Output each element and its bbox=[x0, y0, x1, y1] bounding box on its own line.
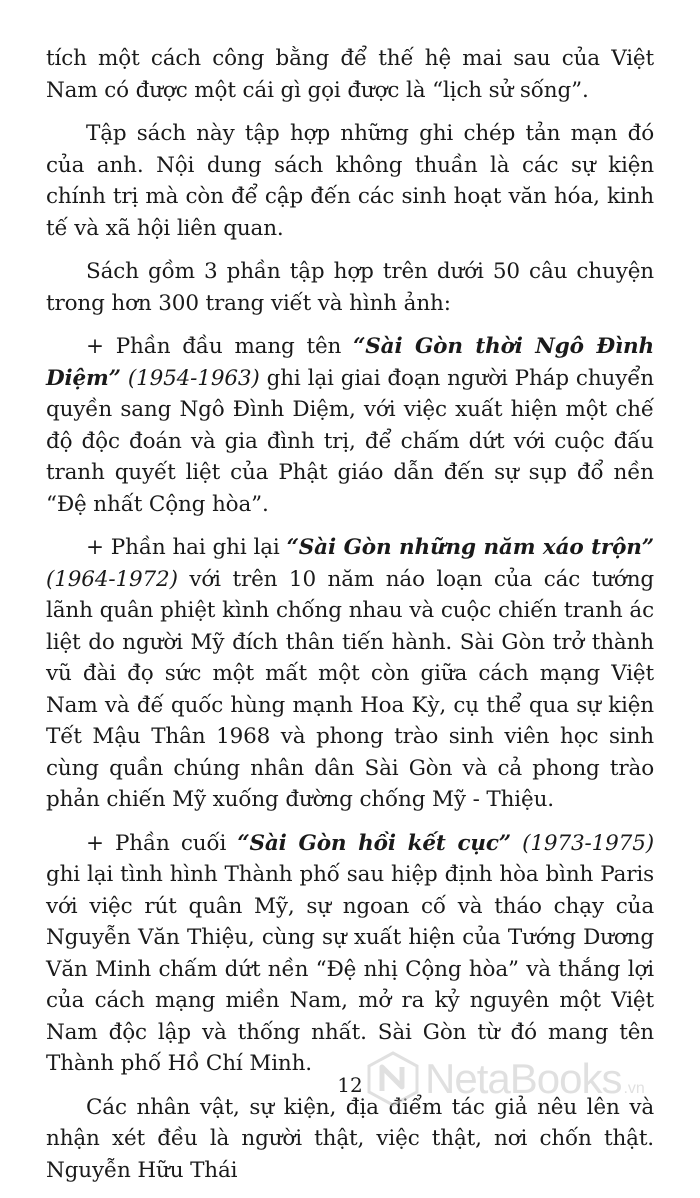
part-two-years: (1964-1972) bbox=[46, 566, 178, 592]
watermark bbox=[365, 1050, 645, 1108]
part-three-prefix: + Phần cuối bbox=[86, 830, 238, 856]
body-text bbox=[46, 43, 654, 1198]
paragraph-continuation: tích một cách công bằng để thế hệ mai sau của Việt Nam có được một cái gì gọi được là “lịch sử sống”. bbox=[46, 46, 654, 103]
paragraph-part-three bbox=[46, 828, 654, 1080]
part-one-prefix: + Phần đầu mang tên bbox=[86, 334, 354, 359]
paragraph-structure: Sách gồm 3 phần tập hợp trên dưới 50 câu chuyện trong hơn 300 trang viết và hình ảnh: bbox=[46, 259, 654, 316]
watermark-suffix: .vn bbox=[623, 1080, 645, 1097]
part-three-title: “Sài Gòn hồi kết cục” bbox=[237, 830, 512, 856]
paragraph-part-two bbox=[46, 532, 654, 816]
part-two-text: với trên 10 năm náo loạn của các tướng lãnh quân phiệt kình chống nhau và cuộc chiến tranh ác liệt do người Mỹ đích thân tiến hành. Sài Gòn trở thành vũ đài đọ sức một mất một còn giữa cách mạng Việt Nam và đế quốc hùng mạnh Hoa Kỳ, cụ thể qua sự kiện Tết Mậu Thân 1968 và phong trào sinh viên học sinh cùng quần chúng nhân dân Sài Gòn và cả phong trào phản chiến Mỹ xuống đường chống Mỹ - Thiệu. bbox=[46, 566, 654, 812]
part-one-years: (1954-1963) bbox=[120, 365, 260, 391]
part-one-title: “Sài Gòn thời Ngô Đình Diệm” bbox=[46, 334, 654, 391]
paragraph-closing: Các nhân vật, sự kiện, địa điểm tác giả nêu lên và nhận xét đều là người thật, việc thật, nơi chốn thật. Nguyễn Hữu Thái bbox=[46, 1094, 654, 1183]
page-number: 12 bbox=[337, 1073, 363, 1097]
paragraph-part-one bbox=[46, 331, 654, 520]
part-one-text: ghi lại giai đoạn người Pháp chuyển quyền sang Ngô Đình Diệm, với việc xuất hiện một chế độ độc đoán và gia đình trị, để chấm dứt với cuộc đấu tranh quyết liệt của Phật giáo dẫn đến sự sụp đổ nền “Đệ nhất Cộng hòa”. bbox=[46, 365, 654, 517]
paragraph-intro: Tập sách này tập hợp những ghi chép tản mạn đó của anh. Nội dung sách không thuần là các sự kiện chính trị mà còn để cập đến các sinh hoạt văn hóa, kinh tế và xã hội liên quan. bbox=[46, 121, 654, 241]
watermark-brand: NetaBooks bbox=[425, 1055, 622, 1102]
part-two-title: “Sài Gòn những năm xáo trộn” bbox=[286, 535, 654, 560]
part-three-text: ghi lại tình hình Thành phố sau hiệp định hòa bình Paris với việc rút quân Mỹ, sự ngoan cố và tháo chạy của Nguyễn Văn Thiệu, cùng sự xuất hiện của Tướng Dương Văn Minh chấm dứt nền “Đệ nhị Cộng hòa” và thắng lợi của cách mạng miền Nam, mở ra kỷ nguyên một Việt Nam độc lập và thống nhất. Sài Gòn từ đó mang tên Thành phố Hồ Chí Minh. bbox=[46, 862, 654, 1076]
netabooks-logo-icon bbox=[365, 1051, 421, 1107]
part-two-prefix: + Phần hai ghi lại bbox=[86, 535, 287, 560]
part-three-years: (1973-1975) bbox=[511, 830, 654, 856]
